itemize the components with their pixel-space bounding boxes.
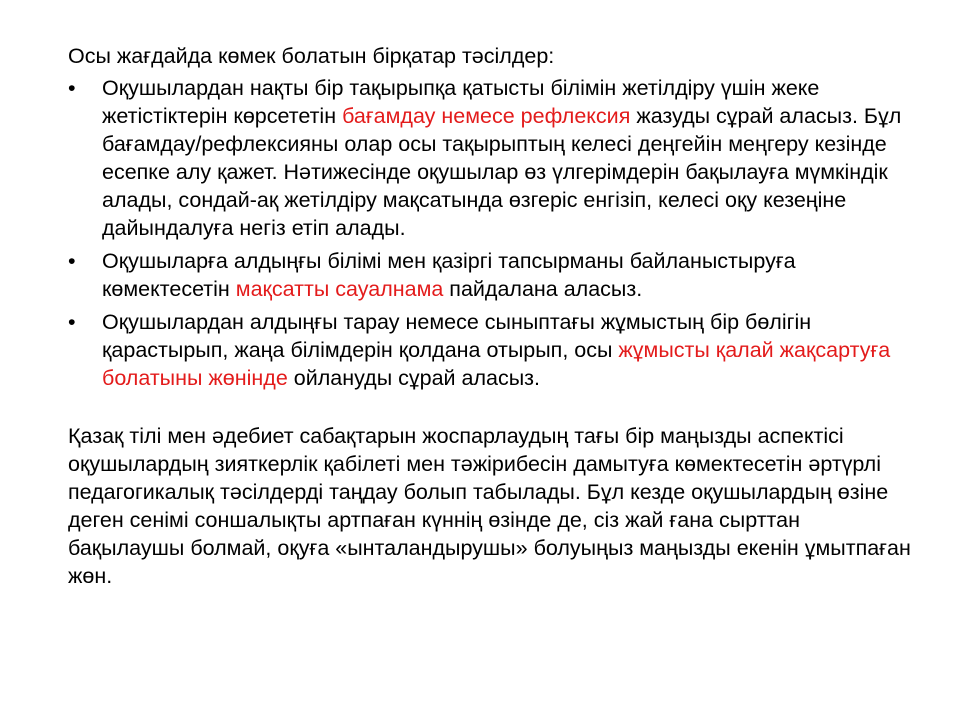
bullet-text: Оқушыларға алдыңғы білімі мен қазіргі тапсырманы байланыстыруға көмектесетін: [102, 249, 796, 301]
bullet-icon: •: [68, 76, 76, 100]
slide-content: [68, 42, 918, 590]
highlighted-phrase: бағамдау немесе рефлексия: [342, 104, 631, 128]
bullet-list: [68, 74, 918, 392]
bullet-text: Оқушылардан нақты бір тақырыпқа қатысты білімін жетілдіру үшін жеке жетістіктерін көрсететін: [102, 76, 820, 128]
bullet-text: жазуды сұрай аласыз. Бұл бағамдау/рефлексияны олар осы тақырыптың келесі деңгейін меңгеру кезінде есепке алу қажет. Нәтижесінде оқушылар өз үлгерімдерін бақылауға мүмкіндік алады, сондай-ақ жетілдіру мақсатында өзгеріс енгізіп, келесі оқу кезеңіне дайындалуға негіз етіп алады.: [102, 104, 902, 240]
list-item: [68, 74, 918, 242]
intro-text: Осы жағдайда көмек болатын бірқатар тәсілдер:: [68, 44, 555, 68]
closing-paragraph: Қазақ тілі мен әдебиет сабақтарын жоспарлаудың тағы бір маңызды аспектісі оқушылардың зияткерлік қабілеті мен тәжірибесін дамытуға көмектесетін әртүрлі педагогикалық тәсілдерді таңдау болып табылады. Бұл кезде оқушылардың өзіне деген сенімі соншалықты артпаған күннің өзінде де, сіз жай ғана сырттан бақылаушы болмай, оқуға «ынталандырушы» болуыңыз маңызды екенін ұмытпаған жөн.: [68, 424, 911, 588]
bullet-icon: •: [68, 310, 76, 334]
bullet-text: пайдалана аласыз.: [443, 277, 643, 301]
list-item: [68, 308, 918, 392]
bullet-text: ойлануды сұрай аласыз.: [287, 366, 541, 390]
bullet-icon: •: [68, 249, 76, 273]
list-item: [68, 247, 918, 303]
highlighted-phrase: жұмысты қалай жақсартуға болатыны жөнінде: [102, 338, 891, 390]
bullet-text: Оқушылардан алдыңғы тарау немесе сыныптағы жұмыстың бір бөлігін қарастырып, жаңа білімдерін қолдана отырып, осы: [102, 310, 812, 362]
highlighted-phrase: мақсатты сауалнама: [235, 277, 444, 301]
